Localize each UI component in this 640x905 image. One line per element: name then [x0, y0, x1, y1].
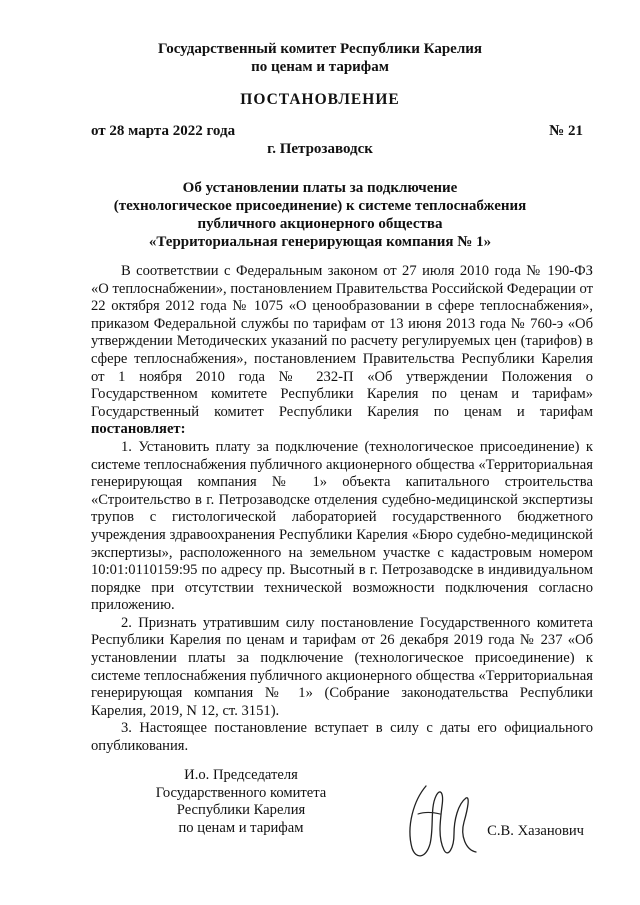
document-subject — [0, 179, 640, 251]
subject-line-1: Об установлении платы за подключение — [182, 180, 458, 196]
item-1: 1. Установить плату за подключение (технологическое присоединение) к системе теплоснабжения публичного акционерного общества «Территориальная генерирующая компания № 1» объекта капитального строительства «Строительство в г. Петрозаводске отделения судебно-медицинской экспертизы трупов с гистологической лабораторией государственного бюджетного учреждения здравоохранения Республики Карелия «Бюро судебно-медицинской экспертизы», расположенного на земельном участке с кадастровым номером 10:01:0110159:95 по адресу пр. Высотный в г. Петрозаводске в индивидуальном порядке при отсутствии технической возможности подключения согласно приложению. — [91, 438, 593, 614]
document-type: ПОСТАНОВЛЕНИЕ — [240, 91, 400, 108]
item-3: 3. Настоящее постановление вступает в силу с даты его официального опубликования. — [91, 720, 593, 755]
handwritten-signature — [396, 778, 496, 868]
position-line-2: Государственного комитета — [155, 784, 327, 801]
item-2: 2. Признать утратившим силу постановление Государственного комитета Республики Карелия по ценам и тарифам от 26 декабря 2019 года № 237 «Об установлении платы за подключение (технологическое присоединение) к системе теплоснабжения публичного акционерного общества «Территориальная генерирующая компания № 1» (Собрание законодательства Республики Карелия, 2019, N 12, ст. 3151). — [91, 614, 593, 719]
preamble-paragraph — [91, 263, 593, 439]
preamble-text: В соответствии с Федеральным законом от 27 июля 2010 года № 190-ФЗ «О теплоснабжении», постановлением Правительства Российской Федерации от 22 октября 2012 года № 1075 «О ценообразовании в сфере теплоснабжения», приказом Федеральной службы по тарифам от 13 июня 2013 года № 760-э «Об утверждении Методических указаний по расчету регулируемых цен (тарифов) в сфере теплоснабжения», постановлением Правительства Республики Карелия от 1 ноября 2010 года № 232-П «Об утверждении Положения о Государственном комитете Республики Карелия по ценам и тарифам» Государственный комитет Республики Карелия по ценам и тарифам — [91, 263, 593, 420]
position-line-1: И.о. Председателя — [184, 767, 298, 783]
subject-line-4: «Территориальная генерирующая компания № 1» — [148, 234, 492, 250]
subject-line-3: публичного акционерного общества — [197, 216, 443, 232]
signatory-name: С.В. Хазанович — [487, 823, 584, 839]
authority-line-1: Государственный комитет Республики Карелия — [158, 41, 482, 57]
resolves-colon: : — [180, 421, 186, 438]
authority-line-2: по ценам и тарифам — [251, 59, 389, 75]
position-line-4: по ценам и тарифам — [178, 819, 304, 836]
resolves-word: постановляет — [91, 421, 181, 438]
issuing-authority — [0, 40, 640, 76]
document-number: № 21 — [549, 123, 583, 139]
subject-line-2: (технологическое присоединение) к системе теплоснабжения — [113, 198, 527, 214]
document-date: от 28 марта 2022 года — [91, 123, 236, 139]
document-city: г. Петрозаводск — [267, 141, 373, 157]
position-line-3: Республики Карелия — [176, 802, 306, 819]
document-body — [91, 263, 593, 756]
signatory-position — [126, 767, 356, 837]
